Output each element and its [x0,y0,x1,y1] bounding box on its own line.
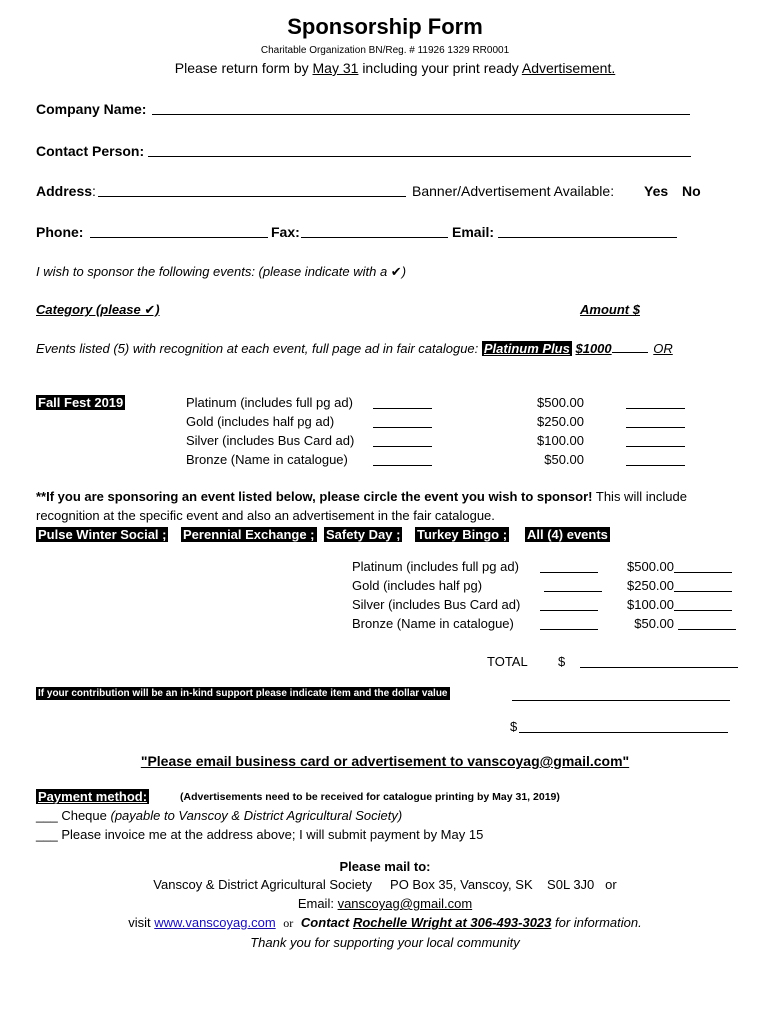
event-tier-gold: Gold (includes half pg) [352,578,483,593]
return-date: May 31 [312,60,359,76]
platinum-plus-blank[interactable] [612,341,648,353]
fall-fest-platinum-check[interactable] [373,408,432,409]
fall-fest-tier-platinum: Platinum (includes full pg ad) [186,395,353,410]
platinum-plus-amount: $1000 [575,341,612,356]
banner-yes-option[interactable]: Yes [644,183,669,199]
return-instructions: Please return form by May 31 including your print ready Advertisement. [174,60,616,76]
event-bronze-check[interactable] [540,629,598,630]
form-title: Sponsorship Form [287,14,483,39]
event-gold-amount: $250.00 [627,578,674,593]
category-heading: Category (please ✔) [36,302,160,317]
fall-fest-bronze-amount: $50.00 [544,452,584,467]
footer-email-line: Email: vanscoyag@gmail.com [297,896,473,911]
event-pulse-winter-social[interactable]: Pulse Winter Social ; [38,527,167,542]
footer-email[interactable]: vanscoyag@gmail.com [337,896,473,911]
fall-fest-tier-bronze: Bronze (Name in catalogue) [186,452,348,467]
event-perennial-exchange[interactable]: Perennial Exchange ; [183,527,315,542]
website-link[interactable]: www.vanscoyag.com [154,915,276,930]
circle-event-note-line2: recognition at the specific event and also an advertisement in the fair catalogue. [36,508,495,523]
event-safety-day[interactable]: Safety Day ; [326,527,401,542]
invoice-option[interactable]: ___ Please invoice me at the address above; I will submit payment by May 15 [36,827,484,842]
inkind-dollar: $ [510,719,518,734]
banner-available-label: Banner/Advertisement Available: [412,183,615,199]
fall-fest-gold-amount-field[interactable] [626,427,685,428]
event-turkey-bingo[interactable]: Turkey Bingo ; [417,527,508,542]
event-tier-platinum: Platinum (includes full pg ad) [352,559,519,574]
contact-name: Rochelle Wright at 306-493-3023 [352,915,552,930]
event-platinum-amount-field[interactable] [674,572,732,573]
company-name-label: Company Name: [36,101,147,117]
email-request: "Please email business card or advertisement to vanscoyag@gmail.com" [140,753,630,769]
address-field[interactable] [98,196,406,197]
event-gold-amount-field[interactable] [674,591,732,592]
event-tier-bronze: Bronze (Name in catalogue) [352,616,514,631]
company-name-field[interactable] [152,114,690,115]
total-label: TOTAL [487,654,528,669]
event-platinum-amount: $500.00 [627,559,674,574]
fall-fest-platinum-amount-field[interactable] [626,408,685,409]
event-platinum-check[interactable] [540,572,598,573]
fall-fest-tier-gold: Gold (includes half pg ad) [186,414,335,429]
fall-fest-gold-amount: $250.00 [537,414,584,429]
inkind-label: If your contribution will be an in-kind support please indicate item and the dollar value [38,688,448,699]
email-label: Email: [452,224,495,240]
contact-line: visit www.vanscoyag.com or Contact Rochelle Wright at 306-493-3023 for information. [128,915,642,930]
fall-fest-gold-check[interactable] [373,427,432,428]
event-bronze-amount-field[interactable] [678,629,736,630]
fall-fest-platinum-amount: $500.00 [537,395,584,410]
event-all-four[interactable]: All (4) events [527,527,608,542]
fall-fest-silver-check[interactable] [373,446,432,447]
fax-label: Fax: [271,224,300,240]
mail-to-heading: Please mail to: [339,859,431,874]
phone-label: Phone: [36,224,84,240]
total-field[interactable] [580,667,738,668]
email-field[interactable] [498,237,677,238]
phone-field[interactable] [90,237,268,238]
fall-fest-bronze-check[interactable] [373,465,432,466]
event-tier-silver: Silver (includes Bus Card ad) [352,597,521,612]
contact-person-label: Contact Person: [36,143,145,159]
platinum-plus-badge: Platinum Plus [483,341,570,356]
fall-fest-silver-amount-field[interactable] [626,446,685,447]
fall-fest-silver-amount: $100.00 [537,433,584,448]
event-silver-amount: $100.00 [627,597,674,612]
payment-method-label: Payment method: [38,789,148,804]
circle-event-note: **If you are sponsoring an event listed below, please circle the event you wish to sponsor! This will include [36,489,687,504]
cheque-blank[interactable]: ___ [36,808,58,823]
total-dollar: $ [558,654,566,669]
payment-note: (Advertisements need to be received for catalogue printing by May 31, 2019) [180,791,560,803]
fall-fest-label: Fall Fest 2019 [38,395,124,410]
banner-no-option[interactable]: No [682,183,701,199]
fall-fest-tier-silver: Silver (includes Bus Card ad) [186,433,355,448]
thank-you-note: Thank you for supporting your local community [250,935,520,950]
event-gold-check[interactable] [544,591,602,592]
fax-field[interactable] [301,237,448,238]
address-label: Address: [36,183,96,199]
amount-heading: Amount $ [580,302,640,317]
mailing-address: Vanscoy & District Agricultural Society PO Box 35, Vanscoy, SK S0L 3J0 or [153,877,617,892]
fall-fest-bronze-amount-field[interactable] [626,465,685,466]
cheque-option[interactable]: ___ Cheque (payable to Vanscoy & District Agricultural Society) [36,808,403,823]
contact-person-field[interactable] [148,156,691,157]
inkind-item-field[interactable] [512,700,730,701]
or-text: OR [653,341,673,356]
event-silver-check[interactable] [540,610,598,611]
invoice-blank[interactable]: ___ [36,827,58,842]
charity-number: Charitable Organization BN/Reg. # 11926 1329 RR0001 [260,45,510,56]
inkind-value-field[interactable] [519,732,728,733]
event-bronze-amount: $50.00 [634,616,674,631]
events-listed-line: Events listed (5) with recognition at each event, full page ad in fair catalogue: Platinum Plus $1000 OR [36,341,673,356]
event-silver-amount-field[interactable] [674,610,732,611]
sponsor-intro: I wish to sponsor the following events: (please indicate with a ✔) [36,264,407,279]
